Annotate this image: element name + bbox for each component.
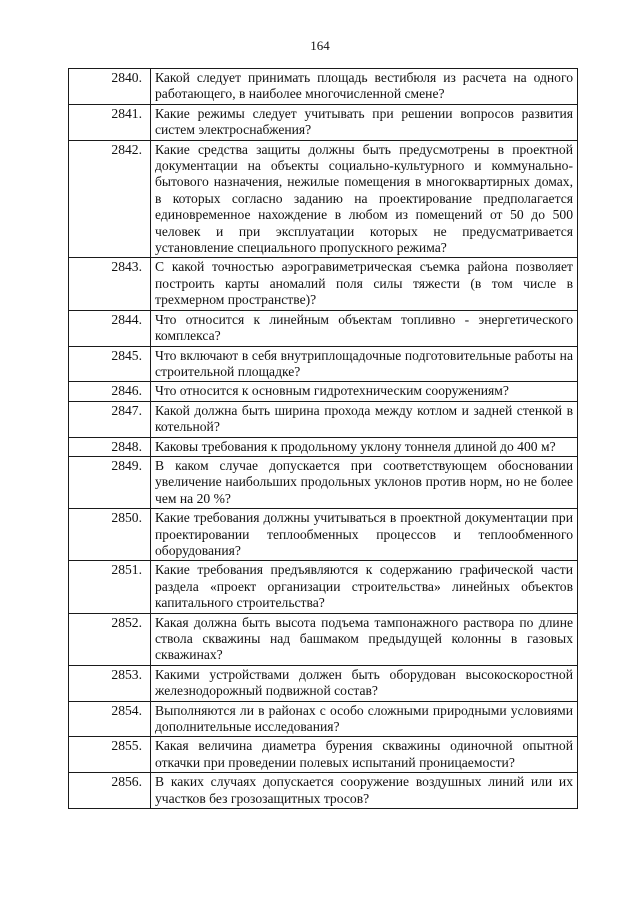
question-number: 2856. [69,773,151,809]
question-number: 2841. [69,104,151,140]
question-text: Что относится к линейным объектам топливно - энергетического комплекса? [151,310,578,346]
question-text: Выполняются ли в районах с особо сложными природными условиями дополнительные исследования? [151,701,578,737]
question-text: Какими устройствами должен быть оборудован высокоскоростной железнодорожный подвижной состав? [151,665,578,701]
question-text: Какие требования предъявляются к содержанию графической части раздела «проект организации строительства» линейных объектов капитального строительства? [151,561,578,613]
question-number: 2855. [69,737,151,773]
table-row [69,140,578,258]
question-text: В каких случаях допускается сооружение воздушных линий или их участков без грозозащитных тросов? [151,773,578,809]
question-number: 2845. [69,346,151,382]
question-text: Какие режимы следует учитывать при решении вопросов развития систем электроснабжения? [151,104,578,140]
table-row [69,456,578,508]
table-row [69,104,578,140]
question-text: Какой должна быть ширина прохода между котлом и задней стенкой в котельной? [151,401,578,437]
table-row [69,509,578,561]
question-text: Какая величина диаметра бурения скважины одиночной опытной откачки при проведении полевых испытаний проницаемости? [151,737,578,773]
question-text: В каком случае допускается при соответствующем обосновании увеличение наибольших продольных уклонов против норм, но не более чем на 20 %? [151,456,578,508]
question-number: 2846. [69,382,151,401]
question-text: Что включают в себя внутриплощадочные подготовительные работы на строительной площадке? [151,346,578,382]
question-text: Каковы требования к продольному уклону тоннеля длиной до 400 м? [151,437,578,456]
questions-table [68,68,578,809]
question-number: 2851. [69,561,151,613]
question-text: С какой точностью аэрогравиметрическая съемка района позволяет построить карты аномалий поля силы тяжести (в том числе в трехмерном пространстве)? [151,258,578,310]
question-number: 2840. [69,69,151,105]
table-row [69,773,578,809]
question-number: 2853. [69,665,151,701]
question-number: 2850. [69,509,151,561]
page-number: 164 [310,38,330,53]
question-text: Какая должна быть высота подъема тампонажного раствора по длине ствола скважины над башмаком предыдущей колонны в газовых скважинах? [151,613,578,665]
question-text: Что относится к основным гидротехническим сооружениям? [151,382,578,401]
question-number: 2849. [69,456,151,508]
table-row [69,69,578,105]
table-row [69,382,578,401]
question-text: Какие требования должны учитываться в проектной документации при проектировании теплообменных процессов и теплообменного оборудования? [151,509,578,561]
table-row [69,346,578,382]
table-row [69,737,578,773]
table-row [69,401,578,437]
table-row [69,437,578,456]
question-number: 2844. [69,310,151,346]
table-row [69,701,578,737]
table-row [69,665,578,701]
question-text: Какой следует принимать площадь вестибюля из расчета на одного работающего, в наиболее многочисленной смене? [151,69,578,105]
question-number: 2852. [69,613,151,665]
question-number: 2847. [69,401,151,437]
question-text: Какие средства защиты должны быть предусмотрены в проектной документации на объекты социально-культурного и коммунально-бытового назначения, нежилые помещения в многоквартирных домах, в которых согласно заданию на проектирование предполагается единовременное нахождение в любом из помещений от 50 до 500 человек и при эксплуатации которых не предусматривается установление специального пропускного режима? [151,140,578,258]
table-row [69,561,578,613]
question-number: 2842. [69,140,151,258]
question-number: 2854. [69,701,151,737]
table-row [69,258,578,310]
question-number: 2843. [69,258,151,310]
table-row [69,310,578,346]
question-number: 2848. [69,437,151,456]
table-row [69,613,578,665]
